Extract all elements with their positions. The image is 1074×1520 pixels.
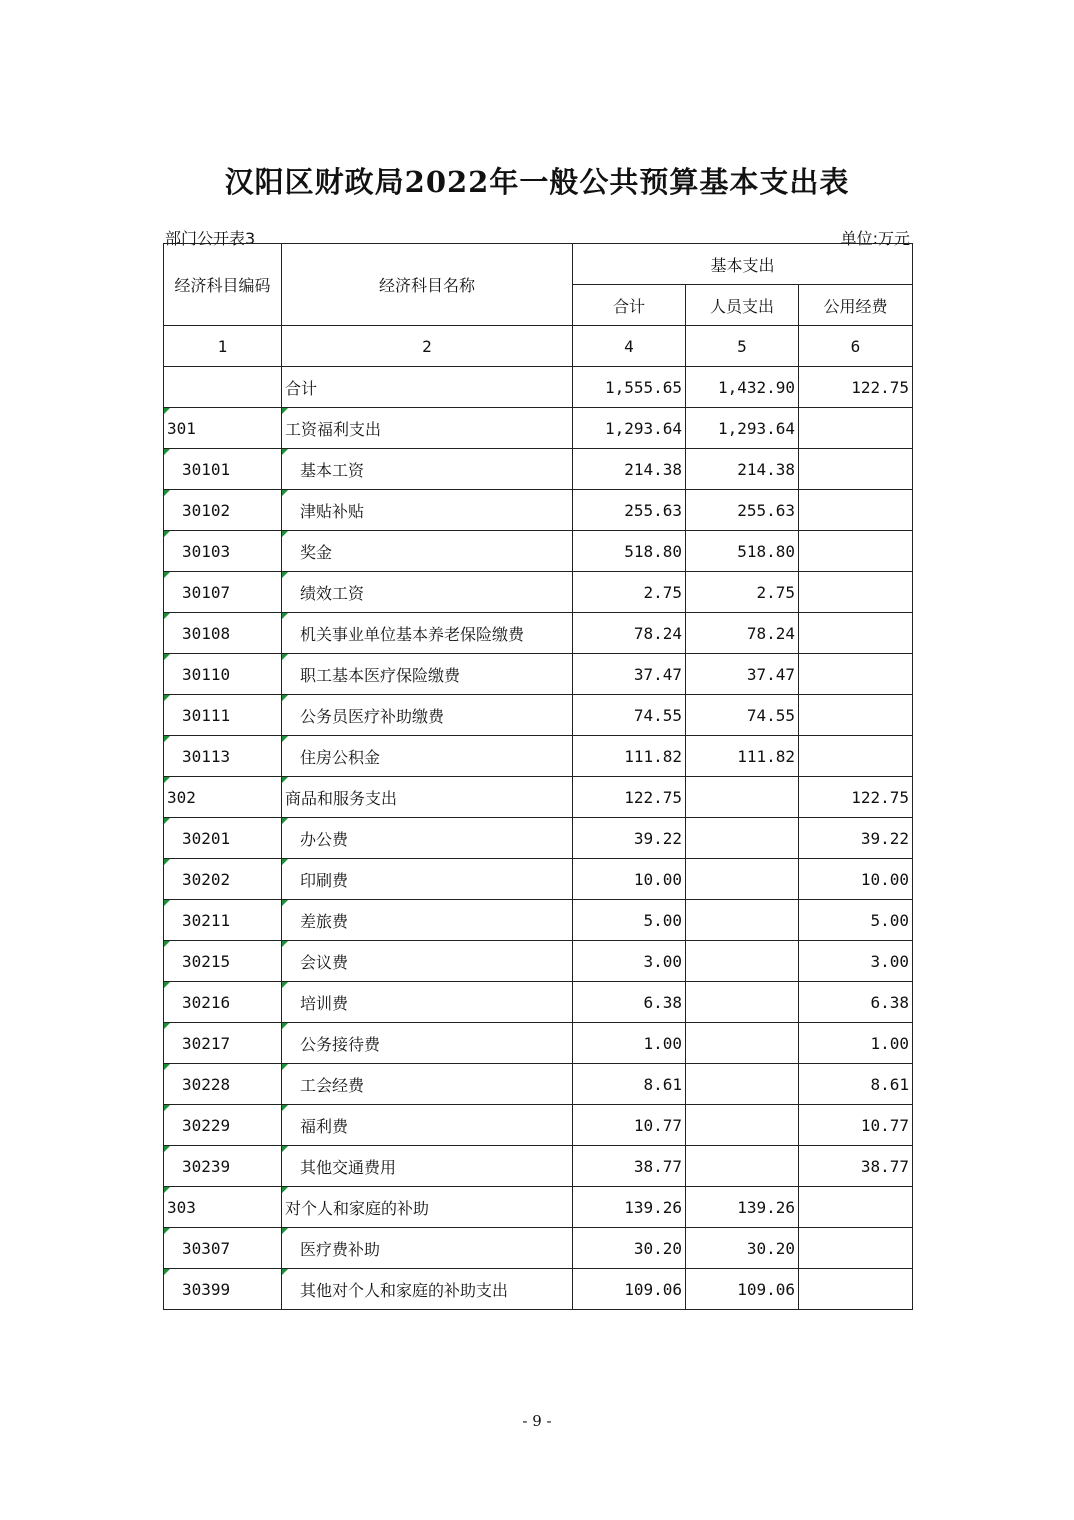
cell-public: 39.22 — [799, 818, 913, 859]
cell-marker-icon — [164, 1064, 170, 1070]
cell-marker-icon — [282, 490, 288, 496]
header-total: 合计 — [573, 285, 686, 326]
cell-name-text: 印刷费 — [300, 870, 349, 890]
cell-name — [282, 1146, 573, 1187]
cell-public — [799, 695, 913, 736]
cell-public — [799, 531, 913, 572]
cell-personnel — [686, 982, 799, 1023]
cell-public — [799, 654, 913, 695]
table-row — [164, 777, 913, 818]
cell-code-text: 30101 — [182, 459, 231, 479]
cell-marker-icon — [164, 982, 170, 988]
cell-total: 37.47 — [573, 654, 686, 695]
cell-total: 74.55 — [573, 695, 686, 736]
cell-marker-icon — [164, 736, 170, 742]
cell-personnel — [686, 1064, 799, 1105]
cell-code — [164, 367, 282, 408]
cell-total: 5.00 — [573, 900, 686, 941]
table-row — [164, 1228, 913, 1269]
cell-code-text: 30108 — [182, 623, 231, 643]
cell-name-text: 其他交通费用 — [300, 1157, 397, 1177]
cell-name-text: 工会经费 — [300, 1075, 365, 1095]
cell-name — [282, 777, 573, 818]
cell-marker-icon — [164, 1187, 170, 1193]
cell-name — [282, 900, 573, 941]
cell-code — [164, 531, 282, 572]
table-row — [164, 1146, 913, 1187]
cell-name-text: 培训费 — [300, 993, 349, 1013]
cell-name-text: 差旅费 — [300, 911, 349, 931]
cell-public — [799, 736, 913, 777]
cell-public — [799, 1187, 913, 1228]
cell-code-text: 30399 — [182, 1279, 231, 1299]
table-row — [164, 408, 913, 449]
cell-name — [282, 490, 573, 531]
cell-public: 8.61 — [799, 1064, 913, 1105]
cell-personnel — [686, 1146, 799, 1187]
page-title: 汉阳区财政局2022年一般公共预算基本支出表 — [224, 165, 850, 199]
cell-name-text: 福利费 — [300, 1116, 349, 1136]
cell-marker-icon — [164, 1228, 170, 1234]
cell-code-text: 30103 — [182, 541, 231, 561]
cell-code-text: 303 — [167, 1197, 196, 1217]
cell-code — [164, 1146, 282, 1187]
table-row — [164, 613, 913, 654]
cell-total: 109.06 — [573, 1269, 686, 1310]
cell-name — [282, 941, 573, 982]
cell-code-text: 30228 — [182, 1074, 231, 1094]
cell-marker-icon — [282, 818, 288, 824]
cell-total: 1,293.64 — [573, 408, 686, 449]
cell-code-text: 30239 — [182, 1156, 231, 1176]
table-row — [164, 1064, 913, 1105]
cell-marker-icon — [282, 982, 288, 988]
cell-total: 39.22 — [573, 818, 686, 859]
cell-marker-icon — [164, 408, 170, 414]
cell-name-text: 其他对个人和家庭的补助支出 — [300, 1280, 509, 1300]
cell-code — [164, 613, 282, 654]
cell-marker-icon — [282, 408, 288, 414]
cell-marker-icon — [164, 941, 170, 947]
cell-code — [164, 654, 282, 695]
cell-total: 10.77 — [573, 1105, 686, 1146]
cell-public: 38.77 — [799, 1146, 913, 1187]
cell-marker-icon — [282, 1146, 288, 1152]
cell-name-text: 职工基本医疗保险缴费 — [300, 665, 461, 685]
cell-total: 3.00 — [573, 941, 686, 982]
cell-public: 6.38 — [799, 982, 913, 1023]
cell-code — [164, 777, 282, 818]
cell-total: 1.00 — [573, 1023, 686, 1064]
cell-marker-icon — [282, 900, 288, 906]
cell-name — [282, 982, 573, 1023]
cell-name — [282, 1105, 573, 1146]
cell-code-text: 30110 — [182, 664, 231, 684]
cell-code-text: 30307 — [182, 1238, 231, 1258]
cell-name — [282, 818, 573, 859]
cell-name — [282, 1269, 573, 1310]
cell-public: 1.00 — [799, 1023, 913, 1064]
table-row — [164, 531, 913, 572]
cell-personnel: 1,432.90 — [686, 367, 799, 408]
cell-name — [282, 1023, 573, 1064]
table-row — [164, 449, 913, 490]
cell-name-text: 公务员医疗补助缴费 — [300, 706, 445, 726]
cell-code-text: 30215 — [182, 951, 231, 971]
table-row — [164, 900, 913, 941]
cell-total: 111.82 — [573, 736, 686, 777]
cell-marker-icon — [164, 1105, 170, 1111]
cell-marker-icon — [282, 449, 288, 455]
cell-code — [164, 1064, 282, 1105]
cell-total: 255.63 — [573, 490, 686, 531]
cell-name-text: 机关事业单位基本养老保险缴费 — [300, 624, 525, 644]
cell-personnel: 1,293.64 — [686, 408, 799, 449]
cell-name-text: 住房公积金 — [300, 747, 381, 767]
cell-code — [164, 695, 282, 736]
cell-code — [164, 982, 282, 1023]
cell-code — [164, 490, 282, 531]
cell-total: 214.38 — [573, 449, 686, 490]
cell-marker-icon — [164, 777, 170, 783]
cell-public: 122.75 — [799, 777, 913, 818]
header-personnel: 人员支出 — [686, 285, 799, 326]
cell-name — [282, 408, 573, 449]
cell-public — [799, 613, 913, 654]
cell-name — [282, 654, 573, 695]
cell-total: 6.38 — [573, 982, 686, 1023]
cell-personnel: 518.80 — [686, 531, 799, 572]
cell-marker-icon — [164, 859, 170, 865]
cell-code — [164, 1228, 282, 1269]
cell-public — [799, 1228, 913, 1269]
header-basic-expenditure: 基本支出 — [573, 244, 913, 285]
cell-personnel — [686, 941, 799, 982]
cell-public — [799, 572, 913, 613]
cell-personnel — [686, 1023, 799, 1064]
cell-marker-icon — [164, 572, 170, 578]
cell-code — [164, 941, 282, 982]
cell-marker-icon — [164, 1023, 170, 1029]
cell-personnel — [686, 900, 799, 941]
cell-total: 10.00 — [573, 859, 686, 900]
cell-code — [164, 900, 282, 941]
cell-total: 30.20 — [573, 1228, 686, 1269]
cell-marker-icon — [164, 1146, 170, 1152]
cell-marker-icon — [164, 900, 170, 906]
table-row — [164, 941, 913, 982]
cell-marker-icon — [282, 1269, 288, 1275]
cell-name-text: 奖金 — [300, 542, 333, 562]
cell-personnel: 30.20 — [686, 1228, 799, 1269]
cell-personnel: 111.82 — [686, 736, 799, 777]
cell-code — [164, 1187, 282, 1228]
cell-code-text: 30229 — [182, 1115, 231, 1135]
cell-marker-icon — [282, 736, 288, 742]
page-number: - 9 - — [522, 1412, 552, 1430]
table-row — [164, 818, 913, 859]
cell-name-text: 医疗费补助 — [300, 1239, 381, 1259]
cell-name — [282, 613, 573, 654]
cell-name-text: 公务接待费 — [300, 1034, 381, 1054]
cell-public: 122.75 — [799, 367, 913, 408]
cell-total: 2.75 — [573, 572, 686, 613]
cell-code — [164, 736, 282, 777]
cell-code — [164, 408, 282, 449]
cell-code — [164, 1269, 282, 1310]
cell-code-text: 30202 — [182, 869, 231, 889]
table-row — [164, 654, 913, 695]
cell-marker-icon — [282, 613, 288, 619]
cell-name — [282, 572, 573, 613]
header-public: 公用经费 — [799, 285, 913, 326]
cell-total: 518.80 — [573, 531, 686, 572]
table-row — [164, 695, 913, 736]
col-index: 6 — [799, 326, 913, 367]
cell-marker-icon — [164, 695, 170, 701]
col-index: 5 — [686, 326, 799, 367]
cell-name-text: 基本工资 — [300, 460, 365, 480]
col-index: 1 — [164, 326, 282, 367]
cell-personnel — [686, 777, 799, 818]
cell-marker-icon — [164, 531, 170, 537]
cell-name — [282, 736, 573, 777]
cell-code-text: 30113 — [182, 746, 231, 766]
cell-marker-icon — [282, 572, 288, 578]
col-index: 2 — [282, 326, 573, 367]
cell-marker-icon — [282, 777, 288, 783]
table-row — [164, 572, 913, 613]
cell-code-text: 30216 — [182, 992, 231, 1012]
table-row — [164, 1105, 913, 1146]
cell-code — [164, 1105, 282, 1146]
cell-marker-icon — [282, 1023, 288, 1029]
table-row — [164, 490, 913, 531]
table-row — [164, 859, 913, 900]
cell-code — [164, 572, 282, 613]
cell-name-text: 办公费 — [300, 829, 349, 849]
cell-public: 5.00 — [799, 900, 913, 941]
column-index-row — [164, 326, 913, 367]
cell-personnel: 109.06 — [686, 1269, 799, 1310]
cell-total: 139.26 — [573, 1187, 686, 1228]
cell-public: 10.00 — [799, 859, 913, 900]
cell-name — [282, 1187, 573, 1228]
cell-name — [282, 1228, 573, 1269]
cell-public — [799, 490, 913, 531]
cell-public: 10.77 — [799, 1105, 913, 1146]
cell-name-text: 津贴补贴 — [300, 501, 365, 521]
cell-personnel: 74.55 — [686, 695, 799, 736]
cell-marker-icon — [164, 490, 170, 496]
cell-name-text: 商品和服务支出 — [285, 788, 398, 808]
table-row — [164, 1023, 913, 1064]
cell-name — [282, 531, 573, 572]
table-row — [164, 1269, 913, 1310]
cell-marker-icon — [282, 531, 288, 537]
cell-name: 合计 — [282, 367, 573, 408]
cell-marker-icon — [164, 613, 170, 619]
cell-name — [282, 695, 573, 736]
col-index: 4 — [573, 326, 686, 367]
header-row-1 — [164, 244, 913, 285]
cell-marker-icon — [164, 818, 170, 824]
cell-code — [164, 1023, 282, 1064]
cell-code — [164, 449, 282, 490]
cell-total: 38.77 — [573, 1146, 686, 1187]
cell-personnel — [686, 818, 799, 859]
cell-code-text: 302 — [167, 787, 196, 807]
header-name: 经济科目名称 — [282, 244, 573, 326]
cell-public — [799, 449, 913, 490]
cell-marker-icon — [282, 941, 288, 947]
cell-marker-icon — [282, 1228, 288, 1234]
unit-label: 单位:万元 — [840, 229, 910, 248]
cell-code-text: 30102 — [182, 500, 231, 520]
cell-code-text: 30107 — [182, 582, 231, 602]
cell-marker-icon — [282, 654, 288, 660]
cell-total: 8.61 — [573, 1064, 686, 1105]
cell-personnel — [686, 859, 799, 900]
cell-name — [282, 449, 573, 490]
cell-marker-icon — [164, 449, 170, 455]
cell-code — [164, 818, 282, 859]
cell-marker-icon — [282, 695, 288, 701]
cell-personnel — [686, 1105, 799, 1146]
cell-personnel: 139.26 — [686, 1187, 799, 1228]
cell-public — [799, 408, 913, 449]
cell-total: 122.75 — [573, 777, 686, 818]
cell-marker-icon — [164, 1269, 170, 1275]
header-code: 经济科目编码 — [164, 244, 282, 326]
cell-name-text: 对个人和家庭的补助 — [285, 1198, 430, 1218]
cell-public: 3.00 — [799, 941, 913, 982]
cell-code-text: 301 — [167, 418, 196, 438]
cell-personnel: 78.24 — [686, 613, 799, 654]
cell-name-text: 绩效工资 — [300, 583, 365, 603]
cell-marker-icon — [164, 654, 170, 660]
cell-total: 1,555.65 — [573, 367, 686, 408]
cell-personnel: 255.63 — [686, 490, 799, 531]
table-row — [164, 982, 913, 1023]
cell-marker-icon — [282, 1064, 288, 1070]
cell-personnel: 37.47 — [686, 654, 799, 695]
budget-table — [163, 243, 913, 1310]
cell-total: 78.24 — [573, 613, 686, 654]
cell-name — [282, 859, 573, 900]
cell-marker-icon — [282, 1187, 288, 1193]
cell-code-text: 30111 — [182, 705, 231, 725]
cell-code-text: 30201 — [182, 828, 231, 848]
cell-code — [164, 859, 282, 900]
table-row — [164, 1187, 913, 1228]
cell-code-text: 30217 — [182, 1033, 231, 1053]
cell-public — [799, 1269, 913, 1310]
cell-name-text: 工资福利支出 — [285, 419, 382, 439]
table-row — [164, 736, 913, 777]
table-row — [164, 367, 913, 408]
cell-name-text: 会议费 — [300, 952, 349, 972]
cell-marker-icon — [282, 1105, 288, 1111]
cell-code-text: 30211 — [182, 910, 231, 930]
cell-name — [282, 1064, 573, 1105]
form-label: 部门公开表3 — [165, 229, 256, 248]
cell-personnel: 214.38 — [686, 449, 799, 490]
cell-personnel: 2.75 — [686, 572, 799, 613]
cell-marker-icon — [282, 859, 288, 865]
